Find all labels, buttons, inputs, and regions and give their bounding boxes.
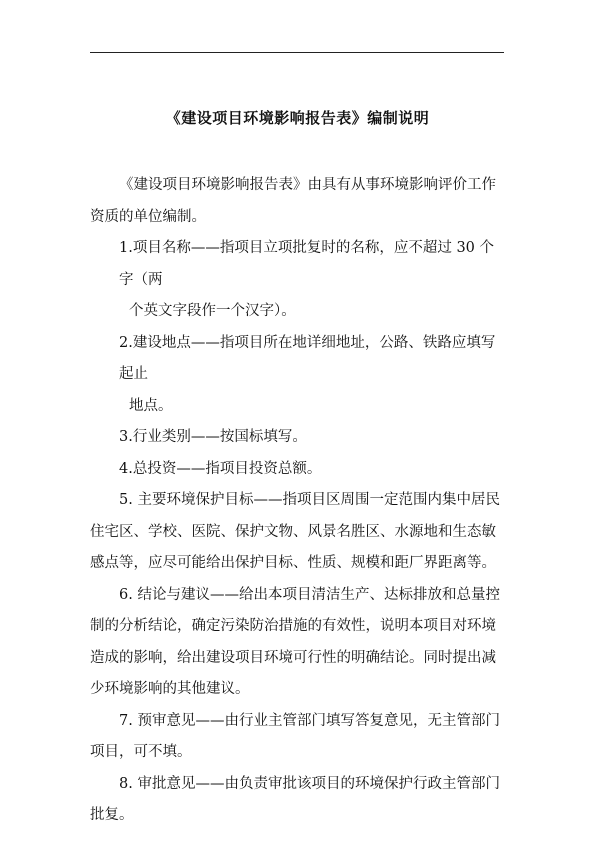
intro-paragraph: 《建设项目环境影响报告表》由具有从事环境影响评价工作资质的单位编制。 — [90, 177, 496, 225]
item-project-name — [90, 233, 506, 328]
item-industry-line1: 3.行业类别——按国标填写。 — [119, 429, 307, 445]
item-location-line2: 地点。 — [129, 397, 173, 414]
protection-targets-paragraph: 5. 主要环境保护目标——指项目区周围一定范围内集中居民住宅区、学校、医院、保护文物、风景名胜区、水源地和生态敏感点等，应尽可能给出保护目标、性质、规模和距厂界距离等。 — [90, 492, 500, 571]
item-investment — [90, 454, 506, 486]
item-project-name-line2: 个英文字段作一个汉字）。 — [129, 303, 296, 319]
item-industry — [90, 422, 506, 454]
document-title: 《建设项目环境影响报告表》编制说明 — [165, 109, 430, 127]
item-investment-line1: 4.总投资——指项目投资总额。 — [119, 460, 322, 477]
item-location-line1: 2.建设地点——指项目所在地详细地址，公路、铁路应填写起止 — [119, 334, 496, 382]
conclusion-paragraph: 6. 结论与建议——给出本项目清洁生产、达标排放和总量控制的分析结论，确定污染防治措施的有效性，说明本项目对环境造成的影响，给出建设项目环境可行性的明确结论。同时提出减少环境影响的其他建议。 — [90, 586, 500, 697]
approval-paragraph: 8. 审批意见——由负责审批该项目的环境保护行政主管部门批复。 — [90, 775, 500, 823]
item-location — [90, 328, 506, 423]
item-project-name-line1: 1.项目名称——指项目立项批复时的名称，应不超过 30 个字（两 — [119, 240, 495, 288]
document-body — [90, 170, 506, 832]
pre-review-paragraph: 7. 预审意见——由行业主管部门填写答复意见，无主管部门项目，可不填。 — [90, 712, 500, 760]
header-rule — [90, 52, 504, 53]
